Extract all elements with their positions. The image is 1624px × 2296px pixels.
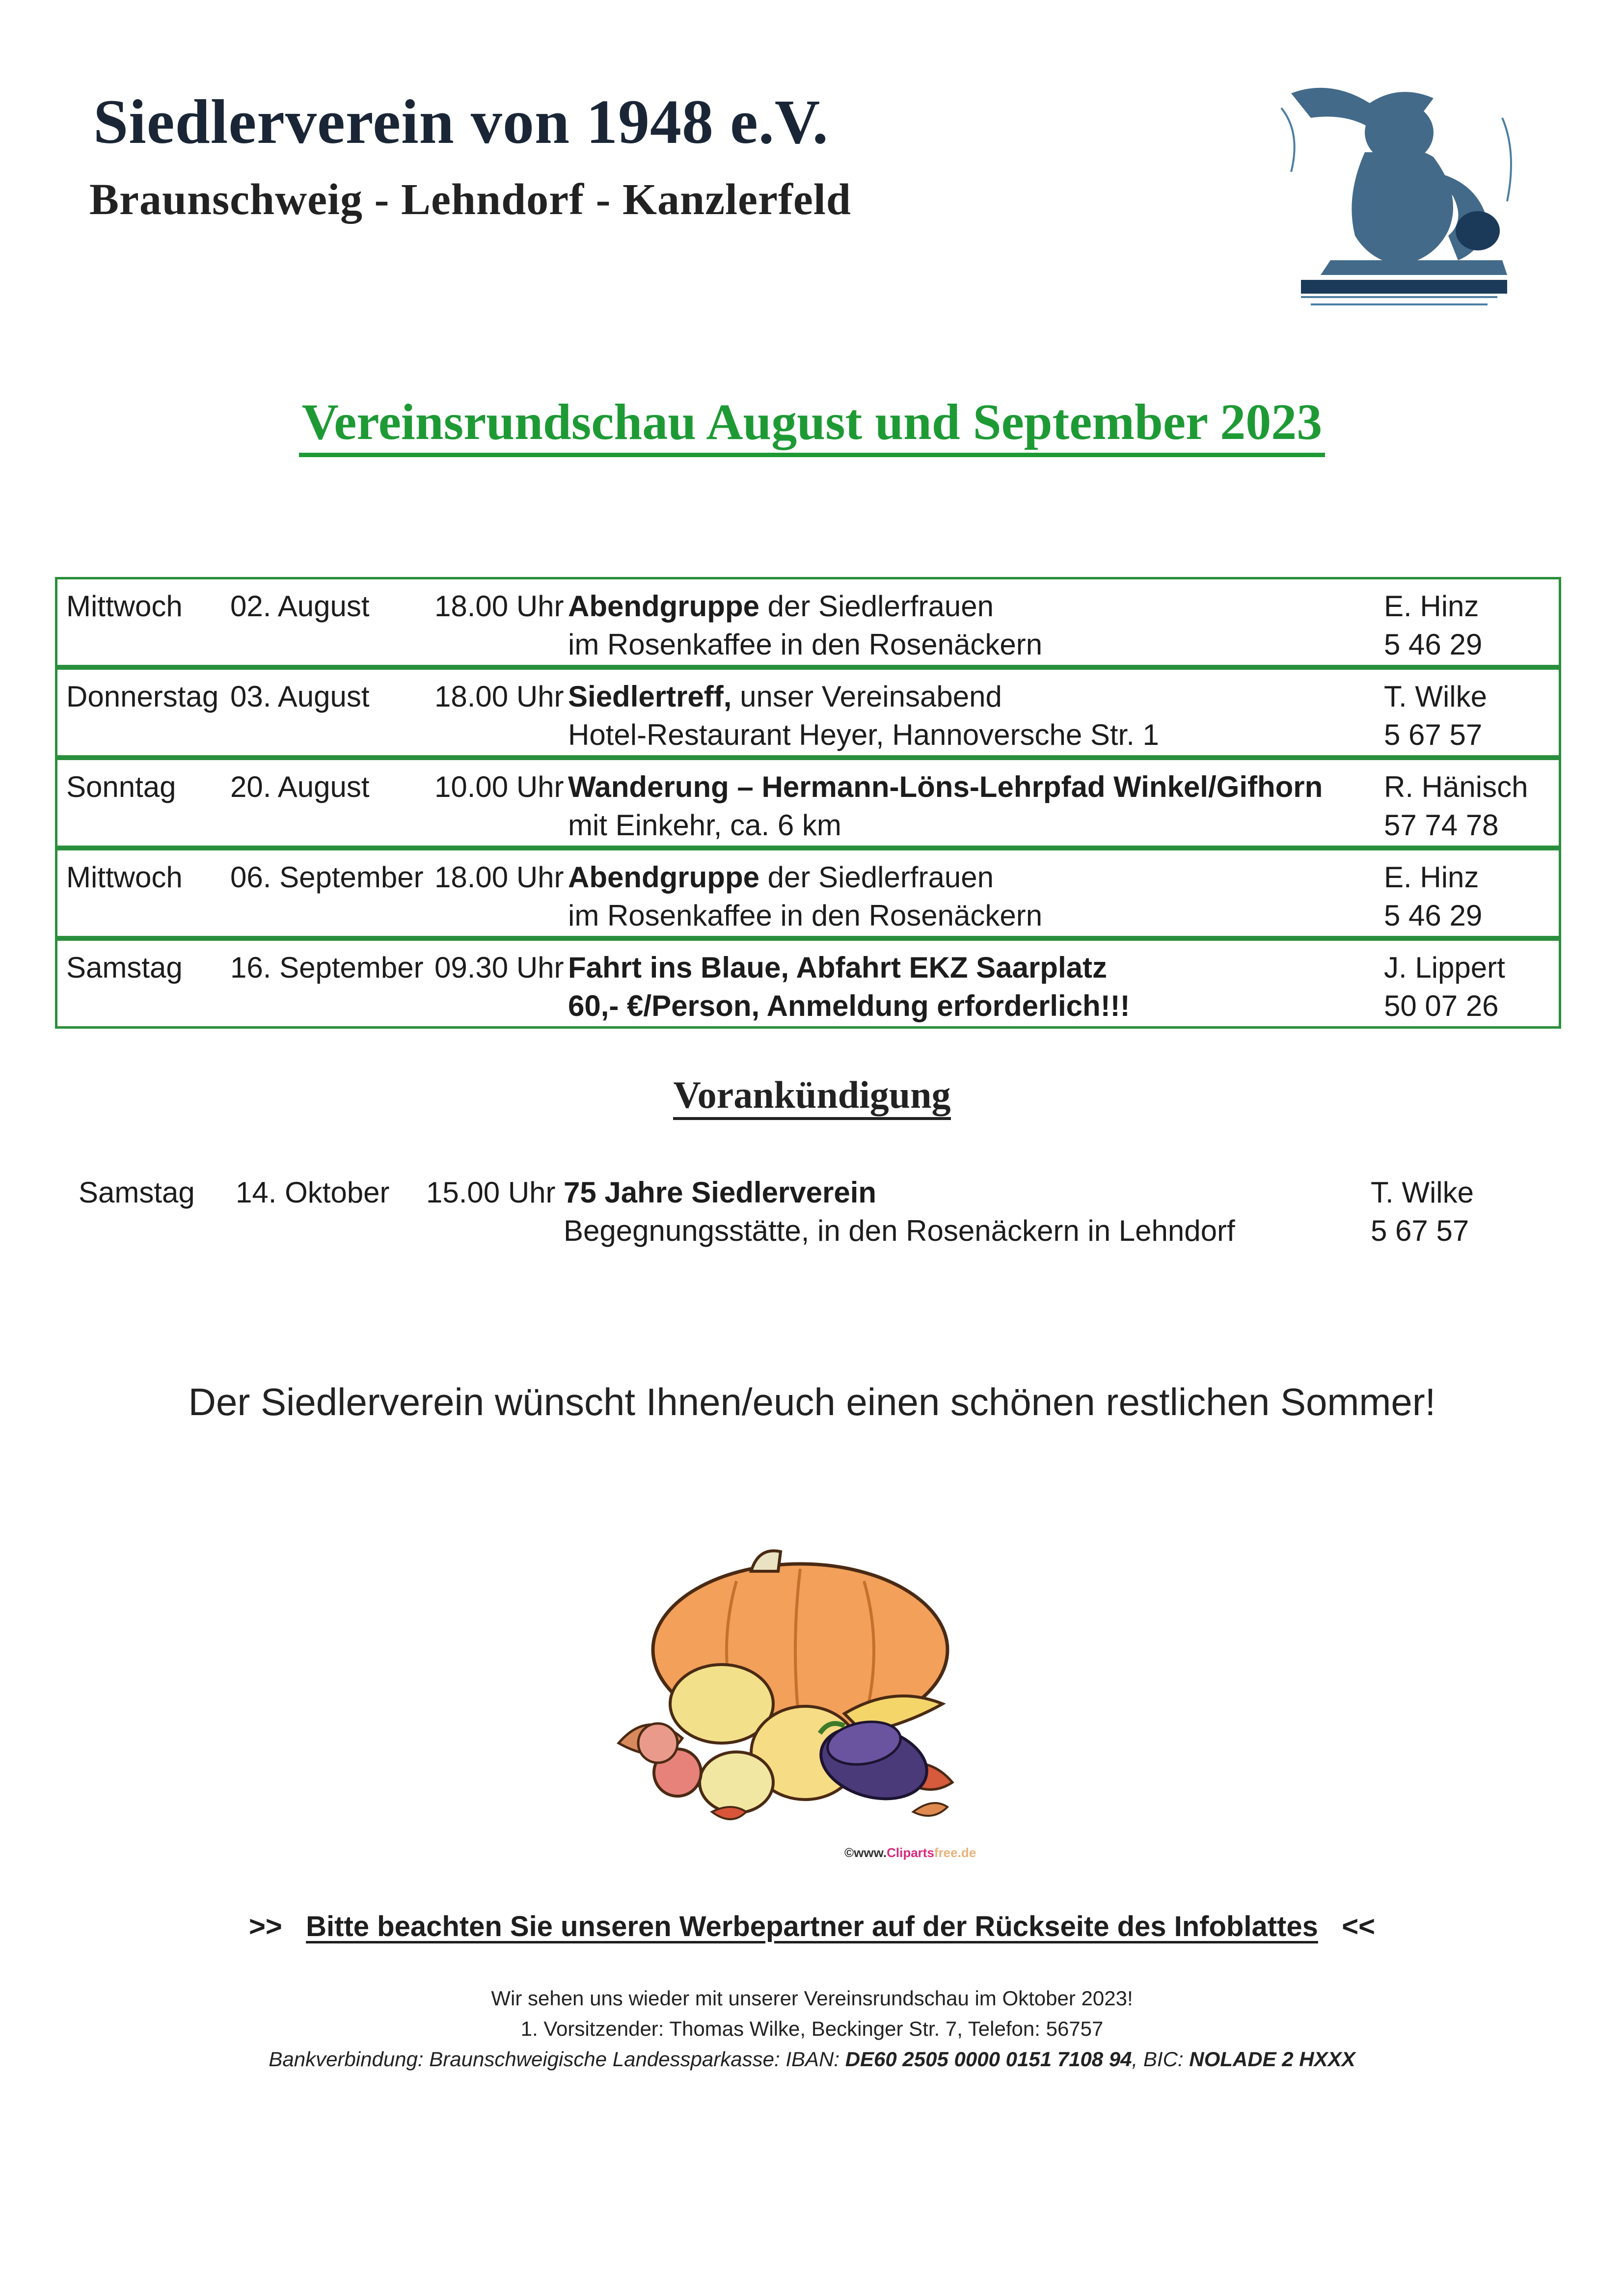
event-day: Mittwoch	[66, 590, 183, 623]
page-title: Vereinsrundschau August und September 2023	[0, 393, 1624, 457]
club-name: Siedlerverein von 1948 e.V.	[93, 87, 829, 157]
club-location: Braunschweig - Lehndorf - Kanzlerfeld	[89, 175, 851, 224]
event-date: 06. September	[230, 861, 424, 894]
event-time: 18.00 Uhr	[434, 590, 564, 623]
harvest-illustration	[589, 1537, 1006, 1851]
preview-date: 14. Oktober	[236, 1176, 390, 1209]
table-row	[55, 758, 1561, 848]
event-description: Wanderung – Hermann-Löns-Lehrpfad Winkel/Gifhorn mit Einkehr, ca. 6 km	[568, 770, 1323, 842]
event-day: Samstag	[66, 951, 183, 984]
event-time: 10.00 Uhr	[434, 770, 564, 803]
event-description: Abendgruppe der Siedlerfrauen im Rosenkaffee in den Rosenäckern	[568, 861, 1043, 932]
sponsor-notice: >> Bitte beachten Sie unseren Werbepartner auf der Rückseite des Infoblattes <<	[249, 1911, 1375, 1942]
footer-bank: Bankverbindung: Braunschweigische Landessparkasse: IBAN: DE60 2505 0000 0151 7108 94, BIC: NOLADE 2 HXXX	[269, 2048, 1355, 2071]
event-contact: T. Wilke 5 67 57	[1384, 680, 1487, 751]
preview-event	[64, 1174, 1537, 1257]
event-contact: E. Hinz 5 46 29	[1384, 590, 1483, 661]
event-date: 20. August	[230, 770, 370, 803]
event-time: 09.30 Uhr	[434, 951, 564, 984]
event-contact: E. Hinz 5 46 29	[1384, 861, 1483, 932]
table-row	[55, 848, 1561, 938]
event-day: Donnerstag	[66, 680, 219, 713]
preview-time: 15.00 Uhr	[426, 1176, 556, 1209]
preview-description: 75 Jahre Siedlerverein Begegnungsstätte, in den Rosenäckern in Lehndorf	[564, 1176, 1235, 1247]
table-row	[55, 577, 1561, 667]
preview-heading: Vorankündigung	[0, 1073, 1624, 1117]
event-date: 02. August	[230, 590, 370, 623]
event-date: 03. August	[230, 680, 370, 713]
event-day: Sonntag	[66, 770, 176, 803]
footer-next-issue: Wir sehen uns wieder mit unserer Vereinsrundschau im Oktober 2023!	[491, 1987, 1133, 2010]
event-day: Mittwoch	[66, 861, 183, 894]
event-contact: J. Lippert 50 07 26	[1384, 951, 1505, 1022]
club-logo	[1272, 74, 1532, 314]
table-row	[55, 667, 1561, 758]
preview-contact: T. Wilke 5 67 57	[1371, 1176, 1474, 1247]
table-row	[55, 938, 1561, 1029]
preview-day: Samstag	[79, 1176, 195, 1209]
event-date: 16. September	[230, 951, 424, 984]
event-description: Siedlertreff, unser Vereinsabend Hotel-Restaurant Heyer, Hannoversche Str. 1	[568, 680, 1159, 751]
event-time: 18.00 Uhr	[434, 861, 564, 894]
footer-chairman: 1. Vorsitzender: Thomas Wilke, Beckinger Str. 7, Telefon: 56757	[520, 2017, 1104, 2040]
closing-message: Der Siedlerverein wünscht Ihnen/euch einen schönen restlichen Sommer!	[188, 1380, 1436, 1423]
event-description: Fahrt ins Blaue, Abfahrt EKZ Saarplatz 60,- €/Person, Anmeldung erforderlich!!!	[568, 951, 1130, 1022]
event-contact: R. Hänisch 57 74 78	[1384, 770, 1528, 842]
clipart-credit: ©www.Clipartsfree.de	[844, 1845, 976, 1860]
event-time: 18.00 Uhr	[434, 680, 564, 713]
event-description: Abendgruppe der Siedlerfrauen im Rosenkaffee in den Rosenäckern	[568, 590, 1043, 661]
